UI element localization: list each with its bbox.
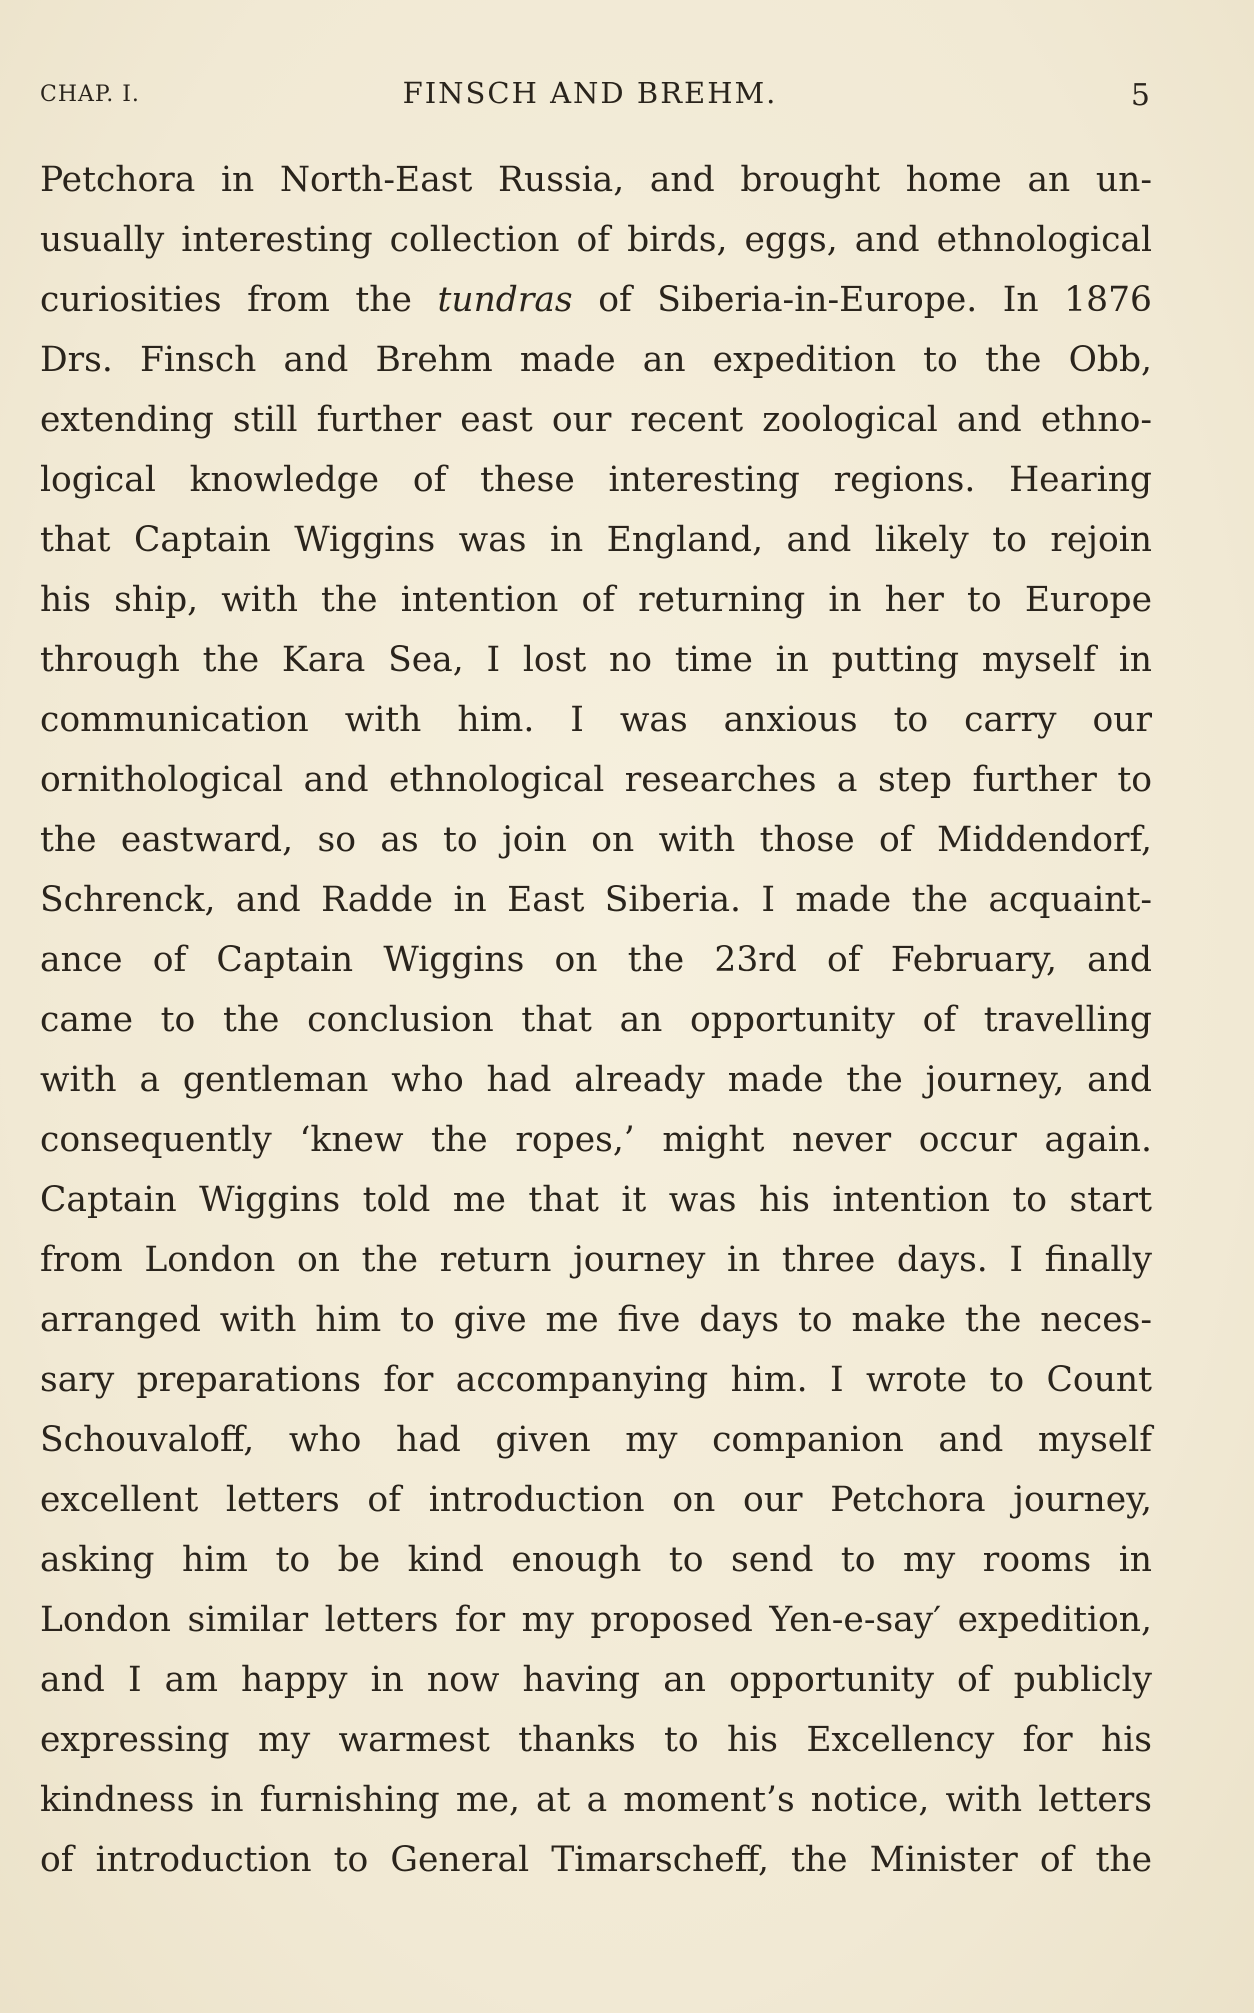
line-text: with a gentleman who had already made the journey, and xyxy=(40,1060,1152,1100)
italic-text: tundras xyxy=(437,280,573,320)
line-text: sary preparations for accompanying him. I wrote to Count xyxy=(40,1360,1152,1400)
line-text: his ship, with the intention of returning in her to Europe xyxy=(40,580,1152,620)
line-text: Schouvaloff, who had given my companion and myself xyxy=(40,1420,1152,1460)
line-text: ornithological and ethnological researches a step further to xyxy=(40,760,1152,800)
line-text: kindness in furnishing me, at a moment’s notice, with letters xyxy=(40,1780,1152,1820)
text-line xyxy=(40,750,1152,810)
text-line xyxy=(40,1710,1152,1770)
line-text: Captain Wiggins told me that it was his intention to start xyxy=(40,1180,1152,1220)
text-line xyxy=(40,1470,1152,1530)
text-line xyxy=(40,1590,1152,1650)
text-line xyxy=(40,1350,1152,1410)
text-line xyxy=(40,450,1152,510)
text-line xyxy=(40,1410,1152,1470)
text-line xyxy=(40,1290,1152,1350)
line-text: and I am happy in now having an opportunity of publicly xyxy=(40,1660,1152,1700)
text-line xyxy=(40,990,1152,1050)
line-text: came to the conclusion that an opportunity of travelling xyxy=(40,1000,1152,1040)
line-text: expressing my warmest thanks to his Excellency for his xyxy=(40,1720,1152,1760)
text-line xyxy=(40,930,1152,990)
text-line xyxy=(40,630,1152,690)
page-number: 5 xyxy=(1130,78,1150,113)
text-line xyxy=(40,1170,1152,1230)
running-header xyxy=(40,76,1150,116)
line-text: through the Kara Sea, I lost no time in putting myself in xyxy=(40,640,1152,680)
line-text: extending still further east our recent zoological and ethno- xyxy=(40,400,1152,440)
line-text: that Captain Wiggins was in England, and likely to rejoin xyxy=(40,520,1152,560)
page-title: FINSCH AND BREHM. xyxy=(402,76,778,110)
line-text: of introduction to General Timarscheff, the Minister of the xyxy=(40,1840,1152,1880)
line-text: excellent letters of introduction on our Petchora journey, xyxy=(40,1480,1152,1520)
text-line xyxy=(40,510,1152,570)
text-line xyxy=(40,270,1152,330)
text-line xyxy=(40,1830,1152,1890)
line-text: the eastward, so as to join on with those of Middendorf, xyxy=(40,820,1152,860)
text-line xyxy=(40,570,1152,630)
text-line xyxy=(40,1050,1152,1110)
line-text: consequently ‘knew the ropes,’ might never occur again. xyxy=(40,1120,1152,1160)
text-line xyxy=(40,690,1152,750)
line-text: Petchora in North-East Russia, and brought home an un- xyxy=(40,160,1152,200)
line-text: curiosities from the xyxy=(40,280,438,320)
text-line xyxy=(40,210,1152,270)
text-line xyxy=(40,1530,1152,1590)
line-text: logical knowledge of these interesting regions. Hearing xyxy=(40,460,1152,500)
text-line xyxy=(40,1110,1152,1170)
line-text: usually interesting collection of birds, eggs, and ethnological xyxy=(40,220,1152,260)
line-text: ance of Captain Wiggins on the 23rd of February, and xyxy=(40,940,1152,980)
text-line xyxy=(40,870,1152,930)
text-line xyxy=(40,330,1152,390)
text-line xyxy=(40,810,1152,870)
line-text: from London on the return journey in three days. I finally xyxy=(40,1240,1152,1280)
text-line xyxy=(40,390,1152,450)
line-text: Drs. Finsch and Brehm made an expedition to the Obb, xyxy=(40,340,1152,380)
line-text: asking him to be kind enough to send to my rooms in xyxy=(40,1540,1152,1580)
line-text: communication with him. I was anxious to carry our xyxy=(40,700,1152,740)
text-line xyxy=(40,150,1152,210)
line-text: London similar letters for my proposed Yen-e-say′ expedition, xyxy=(40,1600,1152,1640)
line-text: Schrenck, and Radde in East Siberia. I made the acquaint- xyxy=(40,880,1152,920)
chapter-label: CHAP. I. xyxy=(40,82,140,107)
text-line xyxy=(40,1650,1152,1710)
body-text xyxy=(40,150,1152,1890)
line-text: of Siberia-in-Europe. In 1876 xyxy=(572,280,1152,320)
line-text: arranged with him to give me five days to make the neces- xyxy=(40,1300,1152,1340)
text-line xyxy=(40,1230,1152,1290)
text-line xyxy=(40,1770,1152,1830)
